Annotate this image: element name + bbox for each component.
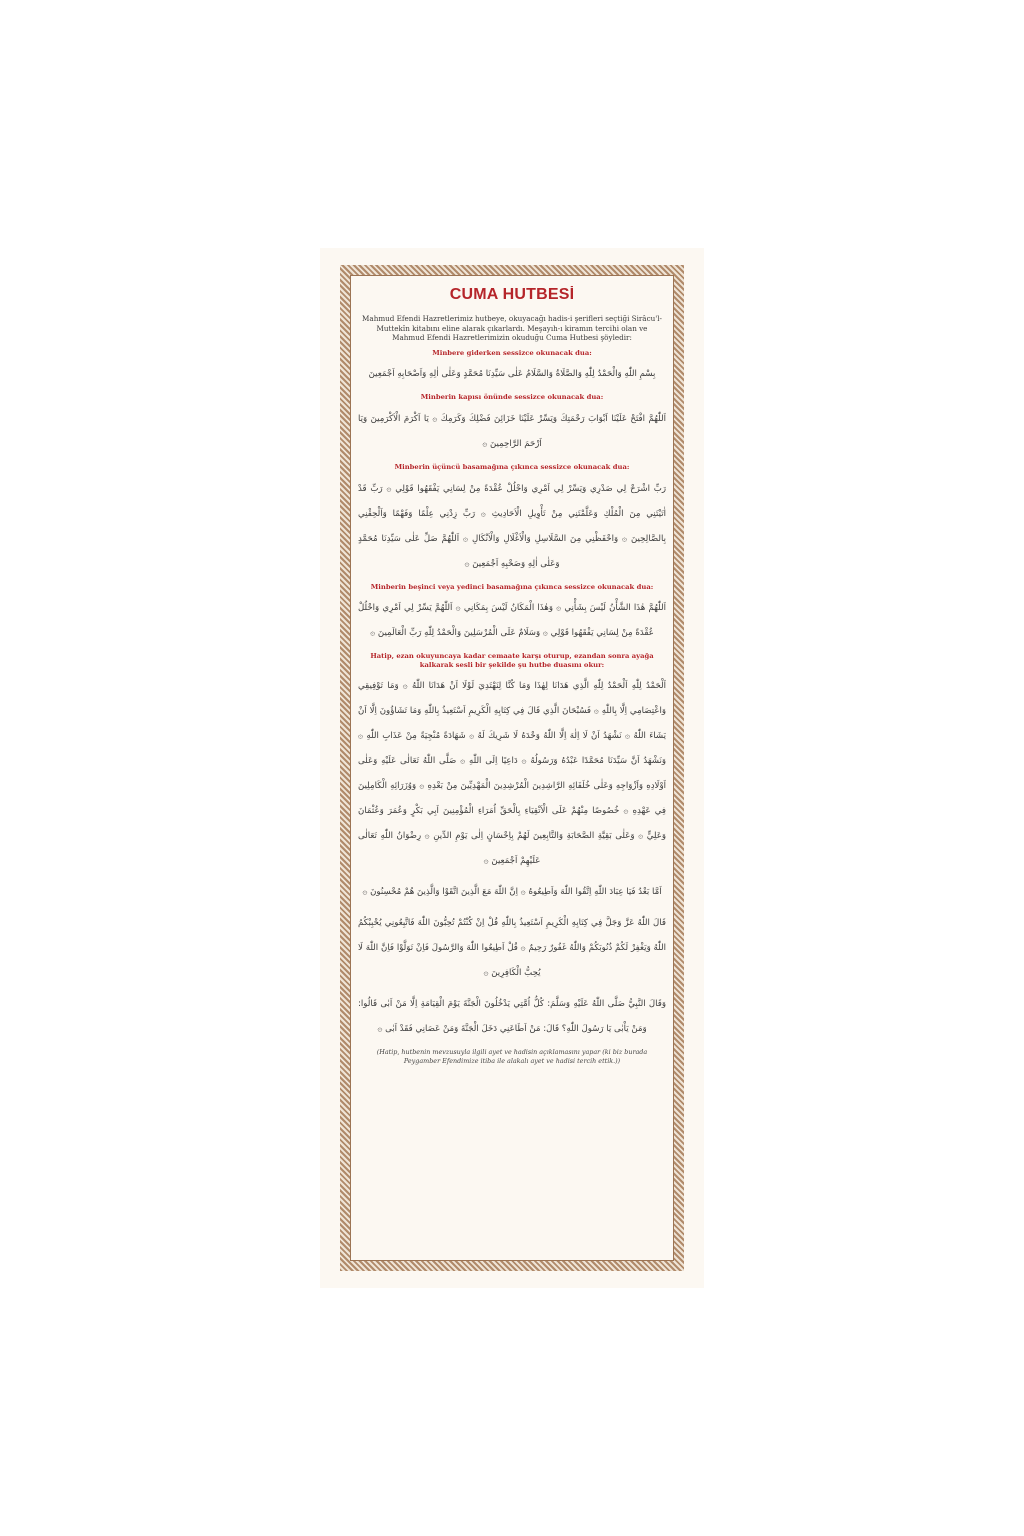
closing-note: (Hatip, hutbenin mevzusuyla ilgili ayet ve hadisin açıklamasını yapar (ki biz burada Peygamber Efendimize itiba ile alakalı ayet ve hadisi tercih ettik.)) xyxy=(376,1048,648,1065)
section-kapi-onunde xyxy=(358,393,666,457)
section-ayet xyxy=(358,911,666,986)
arabic-prayer-text: بِسْمِ اللّٰهِ وَالْحَمْدُ لِلّٰهِ وَالصَّلَاةُ وَالسَّلَامُ عَلٰى سَيِّدِنَا مُحَمَّدٍ وَعَلٰى اٰلِهِ وَاَصْحَابِهِ اَجْمَعِينَ xyxy=(368,369,656,380)
section-heading: Minberin kapısı önünde sessizce okunacak dua: xyxy=(420,393,604,402)
arabic-prayer-text: وَقَالَ النَّبِيُّ صَلَّى اللّٰهُ عَلَيْهِ وَسَلَّمَ: كُلُّ اُمَّتِي يَدْخُلُونَ الْجَنَّةَ يَوْمَ الْقِيَامَةِ اِلَّا مَنْ اَبٰى قَالُوا: وَمَنْ يَاْبٰى يَا رَسُولَ اللّٰهِ؟ قَالَ: مَنْ اَطَاعَنِي دَخَلَ الْجَنَّةَ وَمَنْ عَصَانِي فَقَدْ اَبٰى ۞ xyxy=(358,999,666,1035)
section-besinci-basamak xyxy=(358,583,666,647)
section-minbere-giderken xyxy=(358,349,666,388)
page-title: CUMA HUTBESİ xyxy=(449,286,575,303)
arabic-prayer-text: رَبِّ اشْرَحْ لِي صَدْرِي وَيَسِّرْ لِي اَمْرِي وَاحْلُلْ عُقْدَةً مِنْ لِسَانِي يَفْقَهُوا قَوْلِي ۞ رَبِّ قَدْ اٰتَيْتَنِي مِنَ الْمُلْكِ وَعَلَّمْتَنِي مِنْ تَأْوِيلِ الْاَحَادِيثِ ۞ رَبِّ زِدْنِي عِلْمًا وَفَهْمًا وَاَلْحِقْنِي بِالصَّالِحِينَ ۞ وَاحْفَظْنِي مِنَ السَّلَاسِلِ وَالْاَغْلَالِ وَالْاَنْكَالِ ۞ اَللّٰهُمَّ صَلِّ عَلٰى سَيِّدِنَا مُحَمَّدٍ وَعَلٰى اٰلِهِ وَصَحْبِهِ اَجْمَعِينَ ۞ xyxy=(358,483,666,569)
section-heading: Minbere giderken sessizce okunacak dua: xyxy=(432,348,592,357)
section-ucuncu-basamak xyxy=(358,463,666,577)
arabic-prayer-text: قَالَ اللّٰهُ عَزَّ وَجَلَّ فِي كِتَابِهِ الْكَرِيمِ اَسْتَعِيذُ بِاللّٰهِ قُلْ اِنْ كُنْتُمْ تُحِبُّونَ اللّٰهَ فَاتَّبِعُونِي يُحْبِبْكُمُ اللّٰهُ وَيَغْفِرْ لَكُمْ ذُنُوبَكُمْ وَاللّٰهُ غَفُورٌ رَحِيمٌ ۞ قُلْ اَطِيعُوا اللّٰهَ وَالرَّسُولَ فَاِنْ تَوَلَّوْا فَاِنَّ اللّٰهَ لَا يُحِبُّ الْكَافِرِينَ ۞ xyxy=(358,918,666,979)
section-heading: Minberin beşinci veya yedinci basamağına çıkınca sessizce okunacak dua: xyxy=(370,582,654,591)
section-heading: Hatip, ezan okuyuncaya kadar cemaate karşı oturup, ezandan sonra ayağa kalkarak sesli bir şekilde şu hutbe duasını okur: xyxy=(370,652,654,669)
section-amma-bad xyxy=(358,880,666,905)
section-heading: Minberin üçüncü basamağına çıkınca sessizce okunacak dua: xyxy=(394,462,630,471)
section-hutbe-duasi xyxy=(358,652,666,874)
arabic-prayer-text: اَمَّا بَعْدُ فَيَا عِبَادَ اللّٰهِ اِتَّقُوا اللّٰهَ وَاَطِيعُوهُ ۞ اِنَّ اللّٰهَ مَعَ الَّذِينَ اتَّقَوْا وَالَّذِينَ هُمْ مُحْسِنُونَ ۞ xyxy=(362,887,662,898)
arabic-prayer-text: اَللّٰهُمَّ هٰذَا الشَّأْنُ لَيْسَ بِشَأْنِي ۞ وَهٰذَا الْمَكَانُ لَيْسَ بِمَكَانِي ۞ اَللّٰهُمَّ يَسِّرْ لِي اَمْرِي وَاحْلُلْ عُقْدَةً مِنْ لِسَانِي يَفْقَهُوا قَوْلِي ۞ وَسَلَامٌ عَلَى الْمُرْسَلِينَ وَالْحَمْدُ لِلّٰهِ رَبِّ الْعَالَمِينَ ۞ xyxy=(358,603,666,639)
hutbe-card xyxy=(320,248,704,1288)
intro-paragraph: Mahmud Efendi Hazretlerimiz hutbeye, okuyacağı hadis-i şerifleri seçtiği Sirâcu'l-Muttekîn kitabını eline alarak çıkarlardı. Meşayıh-ı kiramın tercihi olan ve Mahmud Efendi Hazretlerimizin okuduğu Cuma Hutbesi şöyledir: xyxy=(362,314,662,343)
arabic-prayer-text: اَللّٰهُمَّ افْتَحْ عَلَيْنَا اَبْوَابَ رَحْمَتِكَ وَيَسِّرْ عَلَيْنَا خَزَائِنَ فَضْلِكَ وَكَرَمِكَ ۞ يَا اَكْرَمَ الْاَكْرَمِينَ وَيَا اَرْحَمَ الرَّاحِمِينَ ۞ xyxy=(358,413,666,449)
section-hadis xyxy=(358,992,666,1042)
arabic-prayer-text: اَلْحَمْدُ لِلّٰهِ اَلْحَمْدُ لِلّٰهِ الَّذِي هَدَانَا لِهٰذَا وَمَا كُنَّا لِنَهْتَدِيَ لَوْلَا اَنْ هَدَانَا اللّٰهُ ۞ وَمَا تَوْفِيقِي وَاعْتِصَامِي اِلَّا بِاللّٰهِ ۞ فَسُبْحَانَ الَّذِي قَالَ فِي كِتَابِهِ الْكَرِيمِ اَسْتَعِيذُ بِاللّٰهِ وَمَا تَشَاؤُونَ اِلَّا اَنْ يَشَاءَ اللّٰهُ ۞ نَشْهَدُ اَنْ لَا اِلٰهَ اِلَّا اللّٰهُ وَحْدَهُ لَا شَرِيكَ لَهُ ۞ شَهَادَةً مُنْجِيَةً مِنْ عَذَابِ اللّٰهِ ۞ وَنَشْهَدُ اَنَّ سَيِّدَنَا مُحَمَّدًا عَبْدُهُ وَرَسُولُهُ ۞ دَاعِيًا اِلَى اللّٰهِ ۞ صَلَّى اللّٰهُ تَعَالٰى عَلَيْهِ وَعَلٰى اَوْلَادِهِ وَاَزْوَاجِهِ وَعَلٰى خُلَفَائِهِ الرَّاشِدِينَ الْمُرْشِدِينَ الْمَهْدِيِّينَ مِنْ بَعْدِهِ ۞ وَوُزَرَائِهِ الْكَامِلِينَ فِي عَهْدِهِ ۞ خُصُوصًا مِنْهُمْ عَلَى الْاَتْقِيَاءِ بِالْحَقِّ اُمَرَاءِ الْمُؤْمِنِينَ اَبِي بَكْرٍ وَعُمَرَ وَعُثْمَانَ وَعَلِيٍّ ۞ وَعَلٰى بَقِيَّةِ الصَّحَابَةِ وَالتَّابِعِينَ لَهُمْ بِاِحْسَانٍ اِلٰى يَوْمِ الدِّينِ ۞ رِضْوَانُ اللّٰهِ تَعَالٰى عَلَيْهِمْ اَجْمَعِينَ ۞ xyxy=(358,681,666,867)
hutbe-content xyxy=(358,286,666,1250)
